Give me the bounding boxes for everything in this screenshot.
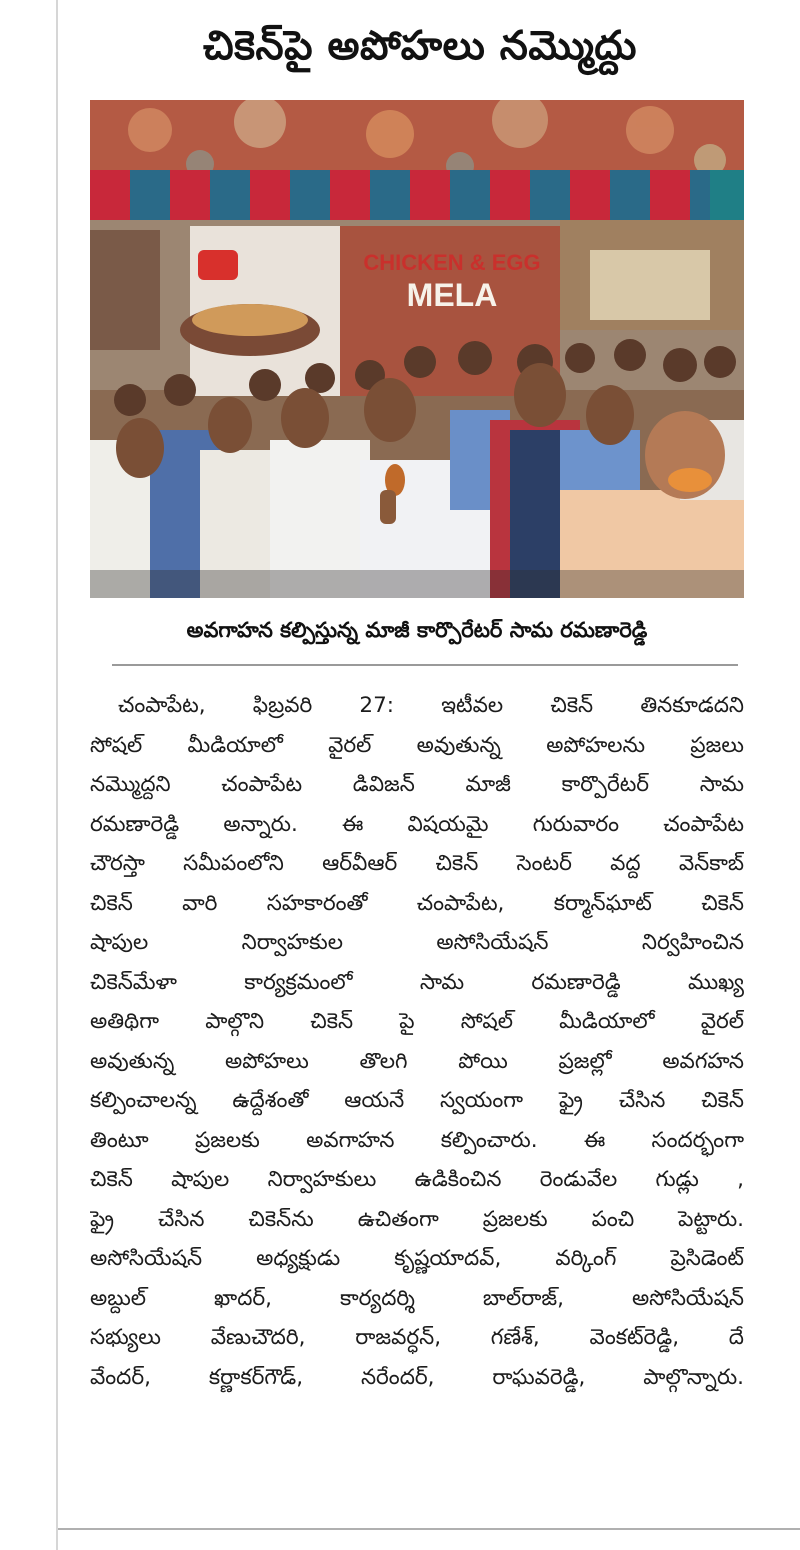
- article-line: షాపుల నిర్వాహకుల అసోసియేషన్ నిర్వహించిన: [90, 930, 744, 955]
- caption-divider: [112, 664, 738, 666]
- article-line: కల్పించాలన్న ఉద్దేశంతో ఆయనే స్వయంగా ఫ్రై చేసిన చికెన్: [90, 1088, 744, 1113]
- article-line: సోషల్ మీడియాలో వైరల్ అవుతున్న అపోహలను ప్రజలు: [90, 732, 744, 758]
- banner-text-line1: CHICKEN & EGG: [363, 250, 541, 275]
- article-line: సభ్యులు వేణుచౌదరి, రాజవర్ధన్, గణేశ్, వెంకట్‌రెడ్డి, దే: [90, 1325, 744, 1350]
- article-line: చంపాపేట, ఫిబ్రవరి 27: ఇటీవల చికెన్ తినకూడదని: [118, 693, 744, 718]
- banner-text-line2: MELA: [406, 277, 498, 313]
- article-line: నమ్మొద్దని చంపాపేట డివిజన్ మాజీ కార్పొరేటర్ సామ: [90, 772, 744, 797]
- article-line: అవుతున్న అపోహలు తొలగి పోయి ప్రజల్లో అవగహన: [90, 1048, 744, 1074]
- headline: చికెన్‌పై అపోహలు నమ్మొద్దు: [203, 23, 637, 69]
- article-line: చౌరస్తా సమీపంలోని ఆర్‌వీఆర్ చికెన్ సెంటర్ వద్ద వెన్‌కాబ్: [90, 851, 744, 876]
- article-line: తింటూ ప్రజలకు అవగాహన కల్పించారు. ఈ సందర్భంగా: [90, 1127, 744, 1153]
- article-line: చికెన్‌మేళా కార్యక్రమంలో సామ రమణారెడ్డి ముఖ్య: [90, 969, 744, 995]
- article-line: ఫ్రై చేసిన చికెన్‌ను ఉచితంగా ప్రజలకు పంచి పెట్టారు.: [90, 1206, 744, 1232]
- article-line: అతిథిగా పాల్గొని చికెన్ పై సోషల్ మీడియాలో వైరల్: [90, 1009, 744, 1034]
- article-line: చికెన్ వారి సహకారంతో చంపాపేట, కర్మాన్‌ఘాట్ చికెన్: [90, 890, 744, 916]
- page-left-border: [56, 0, 58, 1550]
- article-body: [90, 686, 744, 1397]
- article-line: అసోసియేషన్ అధ్యక్షుడు కృష్ణయాదవ్, వర్కింగ్ ప్రెసిడెంట్: [90, 1246, 744, 1271]
- bottom-divider: [58, 1528, 800, 1530]
- article-line: అబ్దుల్ ఖాదర్, కార్యదర్శి బాల్‌రాజ్, అసోసియేషన్: [90, 1285, 744, 1311]
- article-line: వేందర్, కర్ణాకర్‌గౌడ్, నరేందర్, రాఘవరెడ్డి, పాల్గొన్నారు.: [90, 1364, 744, 1390]
- article-line: చికెన్ షాపుల నిర్వాహకులు ఉడికించిన రెండువేల గుడ్లు ,: [90, 1167, 744, 1192]
- news-photo: [90, 100, 744, 598]
- photo-caption: అవగాహన కల్పిస్తున్న మాజీ కార్పొరేటర్ సామ రమణారెడ్డి: [186, 618, 648, 642]
- article-line: రమణారెడ్డి అన్నారు. ఈ విషయమై గురువారం చంపాపేట: [90, 811, 744, 837]
